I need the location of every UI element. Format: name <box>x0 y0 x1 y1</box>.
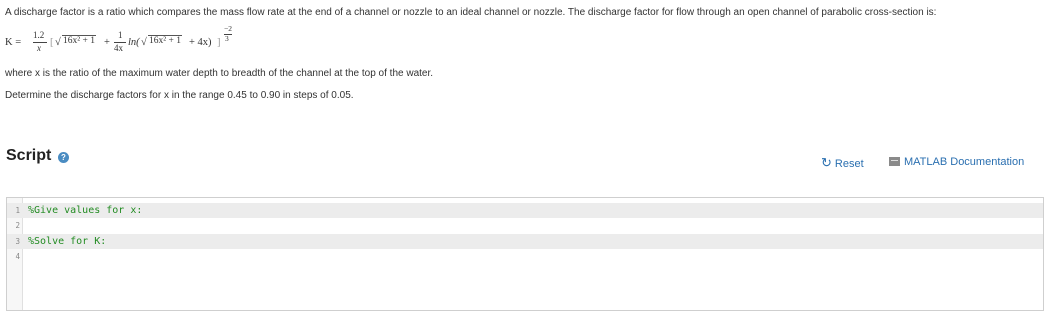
formula-root-1: 16x² + 1 <box>63 36 95 46</box>
code-text[interactable]: %Give values for x: <box>28 205 143 216</box>
question-circle-icon[interactable]: ? <box>58 152 69 163</box>
formula-coef-num: 1.2 <box>33 30 45 40</box>
formula-plus: + <box>104 37 110 48</box>
problem-intro: A discharge factor is a ratio which compares the mass flow rate at the end of a channel or nozzle to an ideal channel or nozzle. The discharge factor for flow through an open channel of parabolic cross-section is: <box>5 7 937 18</box>
code-text[interactable]: %Solve for K: <box>28 236 107 247</box>
formula-ln: ln( <box>128 37 140 48</box>
formula-bracket-open: [ <box>50 37 54 48</box>
book-icon <box>889 157 900 166</box>
code-line[interactable] <box>7 203 1043 218</box>
script-title: Script <box>6 147 52 164</box>
sqrt-symbol-2: √ <box>141 37 147 48</box>
sqrt-symbol-1: √ <box>55 37 61 48</box>
formula-bracket-close: ] <box>217 37 221 48</box>
formula-frac2-num: 1 <box>118 30 123 40</box>
line-number: 3 <box>15 237 20 246</box>
code-line[interactable] <box>7 234 1043 249</box>
line-number: 2 <box>15 221 20 230</box>
problem-task: Determine the discharge factors for x in the range 0.45 to 0.90 in steps of 0.05. <box>5 90 354 101</box>
formula-exp-den: 3 <box>225 34 229 43</box>
refresh-icon: ↻ <box>821 155 832 170</box>
matlab-documentation-button[interactable] <box>889 156 1024 168</box>
formula-root-2: 16x² + 1 <box>149 36 181 46</box>
formula-coef-den: x <box>37 43 41 53</box>
formula-lhs: K = <box>5 37 22 48</box>
problem-where: where x is the ratio of the maximum water depth to breadth of the channel at the top of the water. <box>5 68 434 79</box>
formula-plus-4x: + 4x) <box>189 37 212 48</box>
discharge-formula <box>5 26 405 60</box>
documentation-label: MATLAB Documentation <box>904 156 1025 168</box>
formula-frac2-den: 4x <box>114 43 123 53</box>
reset-label: Reset <box>834 158 864 170</box>
line-number: 1 <box>15 206 20 215</box>
line-number: 4 <box>15 252 20 261</box>
code-editor[interactable] <box>6 197 1044 311</box>
code-line[interactable] <box>7 249 1043 264</box>
formula-exp-num: −2 <box>224 24 232 33</box>
reset-button[interactable] <box>821 155 864 171</box>
code-line[interactable] <box>7 218 1043 233</box>
